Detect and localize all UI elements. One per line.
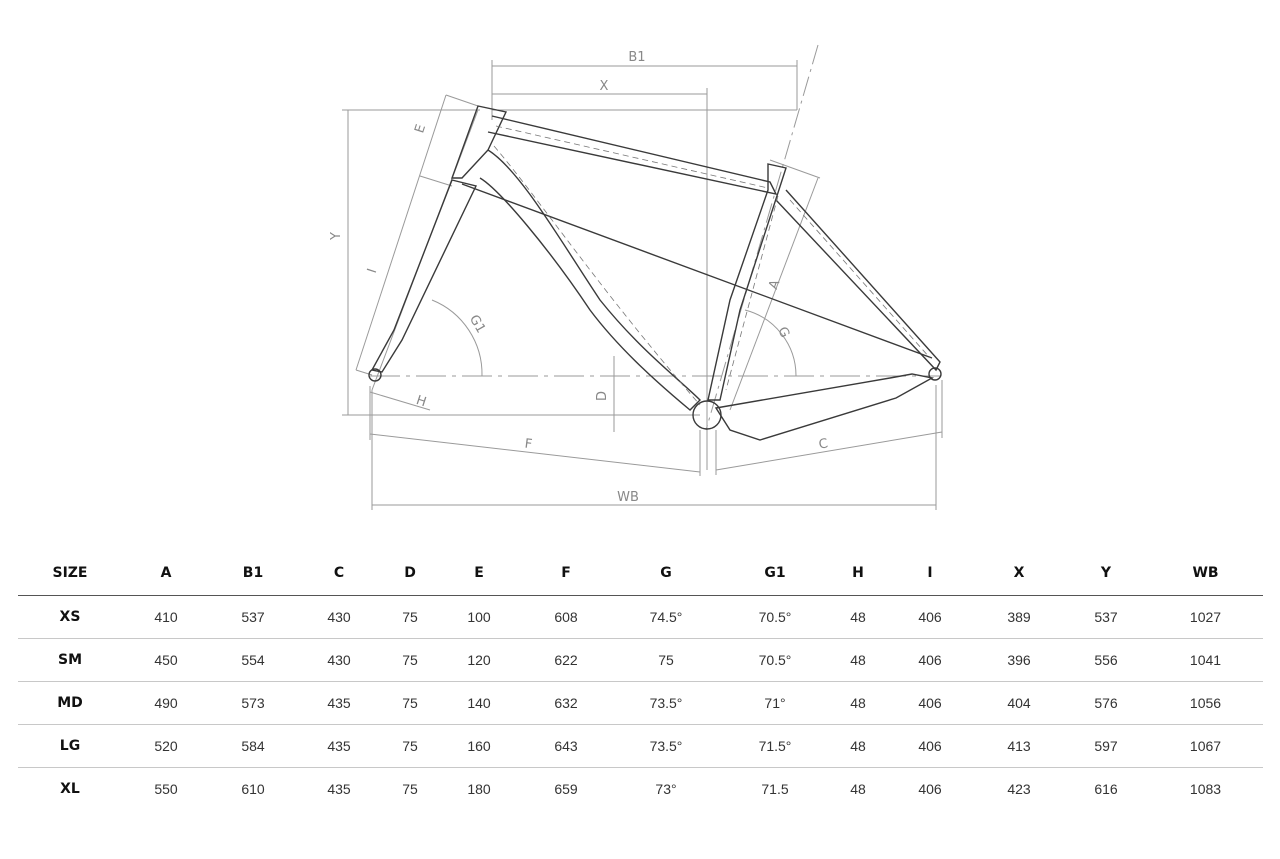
table-cell: 74.5° (612, 596, 720, 639)
col-c-header: C (296, 550, 382, 596)
table-row (18, 682, 1263, 725)
table-cell: 430 (296, 596, 382, 639)
geometry-table (18, 550, 1263, 810)
table-row (18, 596, 1263, 639)
table-cell: 396 (974, 639, 1064, 682)
col-f-header: F (520, 550, 612, 596)
table-cell: 659 (554, 781, 578, 797)
label-b1: B1 (628, 50, 646, 65)
table-cell: 48 (830, 725, 886, 768)
label-y: Y (329, 232, 344, 240)
table-cell: 576 (1064, 682, 1148, 725)
table-cell: 389 (974, 596, 1064, 639)
table-cell: 73.5° (612, 725, 720, 768)
col-wb-header: WB (1148, 550, 1263, 596)
table-cell: 573 (210, 682, 296, 725)
table-cell: 48 (830, 639, 886, 682)
table-cell: 180 (467, 781, 491, 797)
col-i-header: I (886, 550, 974, 596)
table-cell: 75 (382, 682, 438, 725)
table-cell: 435 (327, 781, 351, 797)
table-cell: 610 (241, 781, 265, 797)
col-g1-header: G1 (720, 550, 830, 596)
table-cell: 406 (918, 781, 942, 797)
col-d-header: D (382, 550, 438, 596)
size-cell: MD (18, 682, 122, 725)
label-e: E (412, 122, 430, 136)
table-cell: 75 (382, 639, 438, 682)
table-cell: 584 (210, 725, 296, 768)
label-g1: G1 (465, 312, 489, 336)
dimension-labels (329, 50, 829, 505)
col-x-header: X (974, 550, 1064, 596)
table-cell: 1041 (1148, 639, 1263, 682)
label-i: I (364, 266, 381, 276)
size-cell: XS (18, 596, 122, 639)
table-cell: 1056 (1148, 682, 1263, 725)
col-a-header: A (122, 550, 210, 596)
col-y-header: Y (1064, 550, 1148, 596)
size-cell: SM (18, 639, 122, 682)
table-cell: 608 (520, 596, 612, 639)
label-h: H (414, 393, 429, 411)
table-cell: 406 (886, 596, 974, 639)
table-cell: 48 (850, 781, 866, 797)
table-cell: 423 (1007, 781, 1031, 797)
table-cell: 70.5° (720, 596, 830, 639)
col-size-header: SIZE (18, 550, 122, 596)
table-cell: 100 (438, 596, 520, 639)
label-d: D (595, 390, 610, 402)
size-cell: XL (60, 781, 80, 797)
table-cell: 73.5° (612, 682, 720, 725)
table-cell: 75 (402, 781, 418, 797)
table-cell: 430 (296, 639, 382, 682)
label-a: A (766, 278, 784, 292)
table-cell: 71° (720, 682, 830, 725)
table-cell: 48 (830, 596, 886, 639)
col-g-header: G (612, 550, 720, 596)
table-cell: 622 (520, 639, 612, 682)
table-cell: 643 (520, 725, 612, 768)
table-cell: 71.5° (720, 725, 830, 768)
table-cell: 435 (296, 725, 382, 768)
table-cell: 597 (1064, 725, 1148, 768)
table-cell: 406 (886, 725, 974, 768)
label-c: C (817, 436, 830, 453)
table-cell: 450 (122, 639, 210, 682)
table-row (18, 725, 1263, 768)
col-b1-header: B1 (210, 550, 296, 596)
table-cell: 413 (974, 725, 1064, 768)
table-cell: 1083 (1189, 781, 1222, 797)
table-cell: 75 (382, 596, 438, 639)
table-cell: 537 (210, 596, 296, 639)
table-cell: 520 (122, 725, 210, 768)
table-cell: 71.5 (761, 781, 789, 797)
label-x: X (599, 79, 609, 94)
table-cell: 554 (210, 639, 296, 682)
table-cell: 75 (612, 639, 720, 682)
table-cell: 616 (1094, 781, 1118, 797)
table-cell: 120 (438, 639, 520, 682)
table-cell: 404 (974, 682, 1064, 725)
col-h-header: H (830, 550, 886, 596)
table-row (18, 639, 1263, 682)
size-cell: LG (18, 725, 122, 768)
header-row (18, 550, 1263, 596)
table-row (18, 768, 1263, 811)
table-cell: 550 (154, 781, 178, 797)
table-cell: 490 (122, 682, 210, 725)
table-cell: 73° (655, 781, 677, 797)
frame-outline (369, 106, 941, 440)
table-cell: 537 (1064, 596, 1148, 639)
table-cell: 75 (382, 725, 438, 768)
table-cell: 48 (830, 682, 886, 725)
table-cell: 435 (296, 682, 382, 725)
table-cell: 1027 (1148, 596, 1263, 639)
table-cell: 406 (886, 639, 974, 682)
label-wb: WB (617, 490, 639, 505)
label-g: G (774, 324, 793, 341)
table-cell: 160 (438, 725, 520, 768)
table-cell: 140 (438, 682, 520, 725)
label-f: F (523, 436, 534, 453)
table-cell: 70.5° (720, 639, 830, 682)
table-cell: 556 (1064, 639, 1148, 682)
table-cell: 1067 (1148, 725, 1263, 768)
col-e-header: E (438, 550, 520, 596)
table-cell: 410 (122, 596, 210, 639)
table-cell: 406 (886, 682, 974, 725)
table-cell: 632 (520, 682, 612, 725)
